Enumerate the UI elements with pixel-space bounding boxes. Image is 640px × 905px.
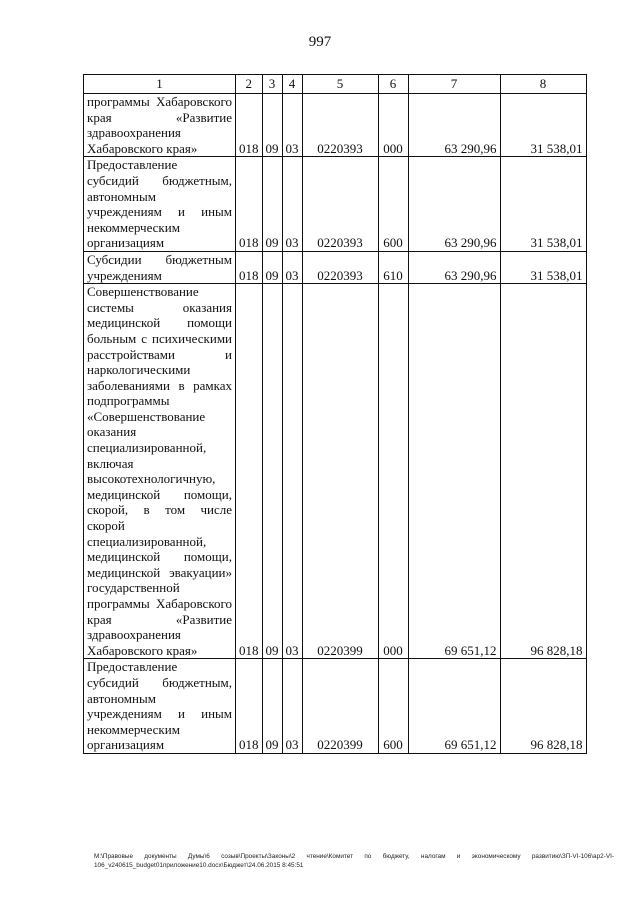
row-name: Предоставление субсидий бюджетным, автономным учреждениям и иным некоммерческим организациям <box>84 659 236 754</box>
table-row <box>84 659 587 754</box>
table-row <box>84 284 587 659</box>
row-name: программы Хабаровского края «Развитие здравоохранения Хабаровского края» <box>84 94 236 157</box>
header-col-4: 4 <box>282 75 302 94</box>
row-section-code: 09 <box>262 284 282 659</box>
table-row <box>84 94 587 157</box>
table-row <box>84 251 587 283</box>
row-amount-col8: 96 828,18 <box>500 659 586 754</box>
row-name: Предоставление субсидий бюджетным, автономным учреждениям и иным некоммерческим организациям <box>84 157 236 252</box>
row-target-article: 0220393 <box>302 94 378 157</box>
row-amount-col8: 96 828,18 <box>500 284 586 659</box>
row-section-code: 09 <box>262 157 282 252</box>
row-amount-col8: 31 538,01 <box>500 157 586 252</box>
row-ministry-code: 018 <box>236 94 263 157</box>
row-amount-col8: 31 538,01 <box>500 94 586 157</box>
row-target-article: 0220393 <box>302 157 378 252</box>
row-subsection-code: 03 <box>282 659 302 754</box>
row-amount-col7: 63 290,96 <box>408 157 500 252</box>
row-section-code: 09 <box>262 251 282 283</box>
row-amount-col7: 63 290,96 <box>408 94 500 157</box>
row-name: Совершенствование системы оказания медицинской помощи больным с психическими расстройствами и наркологическими заболеваниями в рамках подпрограммы «Совершенствование оказания специализированной, включая высокотехнологичную, медицинской помощи, скорой, в том числе скорой специализированной, медицинской помощи, медицинской эвакуации» государственной программы Хабаровского края «Развитие здравоохранения Хабаровского края» <box>84 284 236 659</box>
row-section-code: 09 <box>262 94 282 157</box>
row-target-article: 0220399 <box>302 659 378 754</box>
row-expense-type: 000 <box>378 284 408 659</box>
row-section-code: 09 <box>262 659 282 754</box>
row-name: Субсидии бюджетным учреждениям <box>84 251 236 283</box>
table-row <box>84 157 587 252</box>
row-subsection-code: 03 <box>282 284 302 659</box>
row-expense-type: 600 <box>378 157 408 252</box>
row-ministry-code: 018 <box>236 251 263 283</box>
header-col-2: 2 <box>236 75 263 94</box>
row-amount-col7: 63 290,96 <box>408 251 500 283</box>
header-col-3: 3 <box>262 75 282 94</box>
row-target-article: 0220393 <box>302 251 378 283</box>
page-number: 997 <box>308 34 332 50</box>
row-ministry-code: 018 <box>236 659 263 754</box>
row-expense-type: 000 <box>378 94 408 157</box>
document-file-path: М:\Правовые документы Думы\6 созыв\Проекты\Законы\2 чтение\Комитет по бюджету, налогам и экономическому развитию\ЗП-VI-106\ар2-VI-106_v240615_budget01приложение10.docx\Бюджет\24.06.2015 8:45:51 <box>94 853 614 869</box>
row-ministry-code: 018 <box>236 284 263 659</box>
row-amount-col7: 69 651,12 <box>408 284 500 659</box>
row-expense-type: 610 <box>378 251 408 283</box>
row-subsection-code: 03 <box>282 157 302 252</box>
header-col-8: 8 <box>500 75 586 94</box>
budget-table <box>83 74 587 754</box>
table-header-row <box>84 75 587 94</box>
row-subsection-code: 03 <box>282 94 302 157</box>
row-amount-col7: 69 651,12 <box>408 659 500 754</box>
row-target-article: 0220399 <box>302 284 378 659</box>
row-ministry-code: 018 <box>236 157 263 252</box>
header-col-5: 5 <box>302 75 378 94</box>
header-col-1: 1 <box>84 75 236 94</box>
header-col-7: 7 <box>408 75 500 94</box>
row-subsection-code: 03 <box>282 251 302 283</box>
row-expense-type: 600 <box>378 659 408 754</box>
row-amount-col8: 31 538,01 <box>500 251 586 283</box>
header-col-6: 6 <box>378 75 408 94</box>
